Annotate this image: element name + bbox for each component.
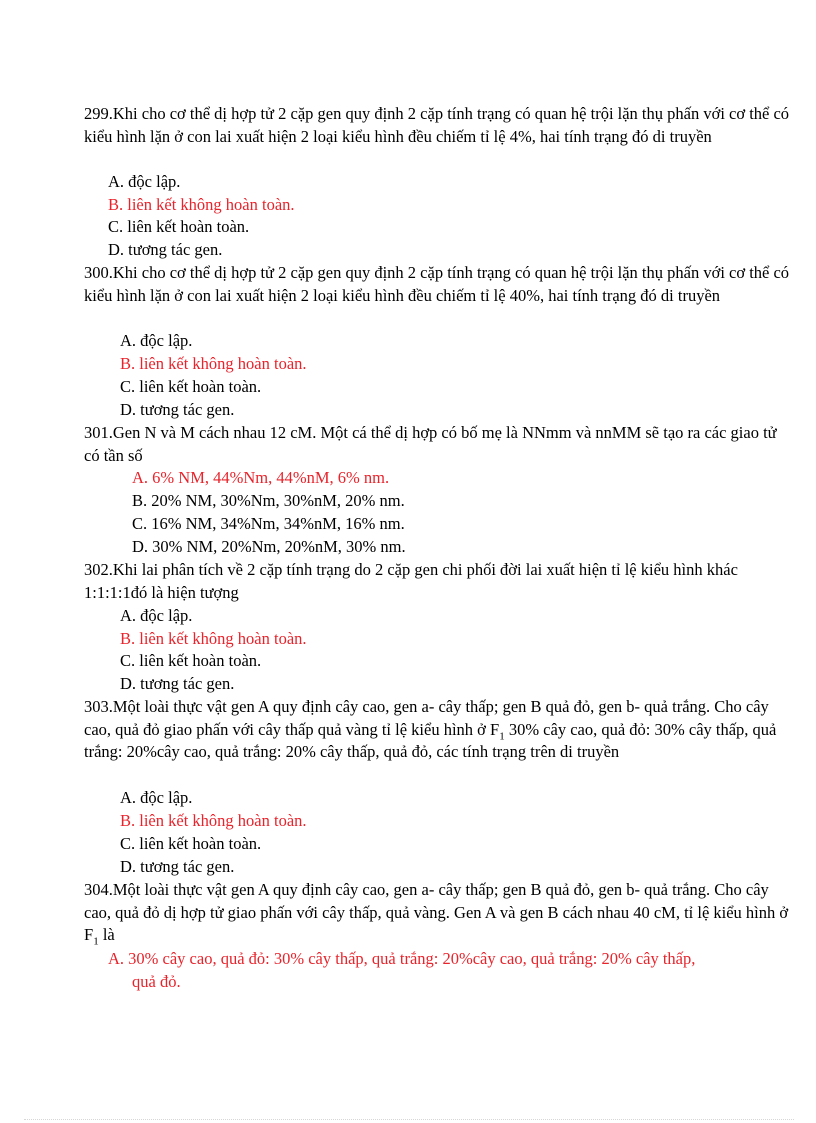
question-303-option-b: B. liên kết không hoàn toàn. <box>120 811 307 830</box>
question-302-option-a: A. độc lập. <box>120 606 193 625</box>
question-303-subscript: 1 <box>499 729 505 742</box>
question-301-option-b: B. 20% NM, 30%Nm, 30%nM, 20% nm. <box>132 491 405 510</box>
question-301-stem: 301.Gen N và M cách nhau 12 cM. Một cá thể dị hợp có bố mẹ là NNmm và nnMM sẽ tạo ra các giao tử có tần số <box>84 423 777 465</box>
question-301-option-a: A. 6% NM, 44%Nm, 44%nM, 6% nm. <box>132 468 390 487</box>
question-300-stem: 300.Khi cho cơ thể dị hợp tử 2 cặp gen quy định 2 cặp tính trạng có quan hệ trội lặn thụ phấn với cơ thể có kiểu hình lặn ở con lai xuất hiện 2 loại kiểu hình đều chiếm tỉ lệ 40%, hai tính trạng đó di truyền <box>84 263 790 305</box>
question-300-option-b: B. liên kết không hoàn toàn. <box>120 354 307 373</box>
question-300-option-a: A. độc lập. <box>120 331 193 350</box>
page-bottom-divider <box>24 1119 794 1120</box>
question-299-option-b: B. liên kết không hoàn toàn. <box>108 195 295 214</box>
question-299-stem: 299.Khi cho cơ thể dị hợp tử 2 cặp gen quy định 2 cặp tính trạng có quan hệ trội lặn thụ phấn với cơ thể có kiểu hình lặn ở con lai xuất hiện 2 loại kiểu hình đều chiếm tỉ lệ 4%, hai tính trạng đó di truyền <box>84 104 790 146</box>
question-301-option-d: D. 30% NM, 20%Nm, 20%nM, 30% nm. <box>132 537 406 556</box>
question-303-stem <box>84 696 792 764</box>
question-304-stem-rest: là <box>98 925 115 944</box>
question-302-stem: 302.Khi lai phân tích về 2 cặp tính trạng do 2 cặp gen chi phối đời lai xuất hiện tỉ lệ kiểu hình khác 1:1:1:1đó là hiện tượng <box>84 560 738 602</box>
question-304-subscript: 1 <box>93 935 99 948</box>
question-304-option-a-line1: A. 30% cây cao, quả đỏ: 30% cây thấp, quả trắng: 20%cây cao, quả trắng: 20% cây thấp, <box>108 949 696 968</box>
question-303-stem-rest: 30% cây cao, quả đỏ: 30% cây thấp, quả trắng: 20%cây cao, quả trắng: 20% cây thấp, quả đỏ, các tính trạng trên di truyền <box>84 719 777 761</box>
question-302-option-b: B. liên kết không hoàn toàn. <box>120 629 307 648</box>
question-303-option-c: C. liên kết hoàn toàn. <box>120 834 262 853</box>
question-300-option-d: D. tương tác gen. <box>120 400 235 419</box>
question-303-stem-text: 303.Một loài thực vật gen A quy định cây cao, gen a- cây thấp; gen B quả đỏ, gen b- quả trắng. Cho cây cao, quả đỏ giao phấn với cây thấp quả vàng tỉ lệ kiểu hình ở F <box>84 697 769 739</box>
question-299-option-d: D. tương tác gen. <box>108 240 223 259</box>
question-299-option-a: A. độc lập. <box>108 172 181 191</box>
question-301-option-c: C. 16% NM, 34%Nm, 34%nM, 16% nm. <box>132 514 405 533</box>
question-304-option-a <box>108 948 788 993</box>
question-304-stem-text: 304.Một loài thực vật gen A quy định cây cao, gen a- cây thấp; gen B quả đỏ, gen b- quả trắng. Cho cây cao, quả đỏ dị hợp tử giao phấn với cây thấp, quả vàng. Gen A và gen B cách nhau 40 cM, tỉ lệ kiểu hình ở F <box>84 880 789 944</box>
question-302-option-d: D. tương tác gen. <box>120 674 235 693</box>
question-299-option-c: C. liên kết hoàn toàn. <box>108 217 250 236</box>
question-304-option-a-line2: quả đỏ. <box>132 971 181 991</box>
question-302-option-c: C. liên kết hoàn toàn. <box>120 651 262 670</box>
question-300-option-c: C. liên kết hoàn toàn. <box>120 377 262 396</box>
question-304-stem <box>84 879 792 947</box>
question-303-option-a: A. độc lập. <box>120 788 193 807</box>
question-303-option-d: D. tương tác gen. <box>120 857 235 876</box>
